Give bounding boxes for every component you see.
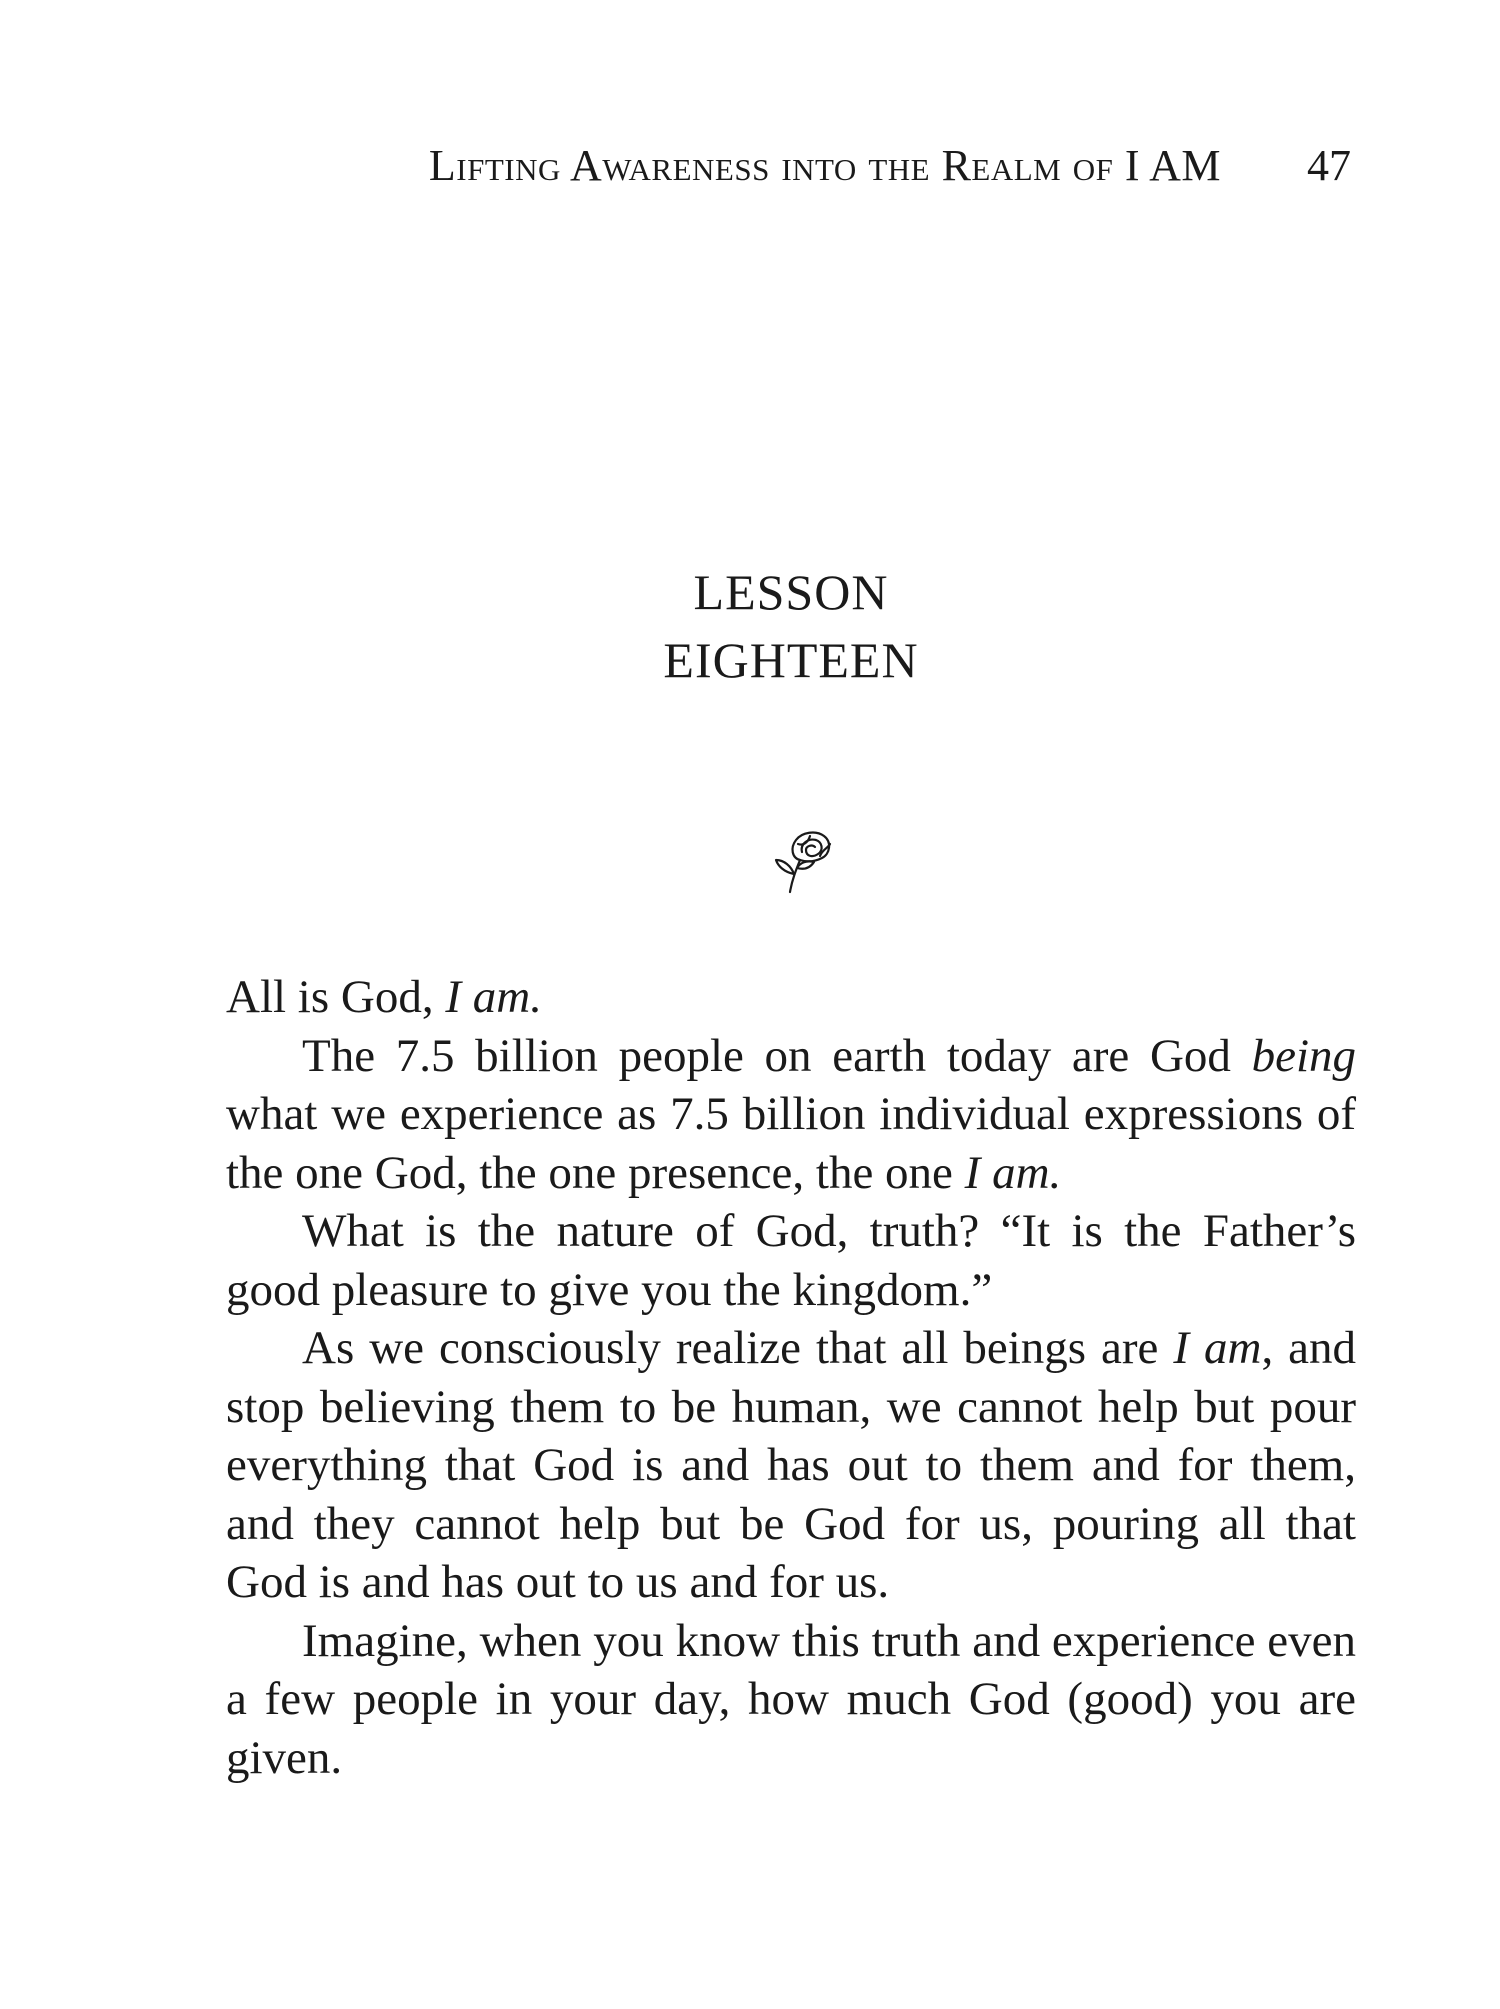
- text-segment: What is the nature of God, truth? “It is the Father’s good pleasure to give you the kingdom.”: [226, 1205, 1356, 1316]
- paragraph: [226, 1202, 1356, 1319]
- text-segment: All is God,: [226, 971, 446, 1023]
- lesson-title-line-1: LESSON: [693, 564, 889, 620]
- text-segment: , and stop believing them to be human, we cannot help but pour everything that God is and has out to them and for them, and they cannot help but be God for us, pouring all that God is and has out to us and for us.: [226, 1322, 1357, 1608]
- text-segment: Imagine, when you know this truth and experience even a few people in your day, how much God (good) you are given.: [226, 1614, 1356, 1784]
- italic-segment: I am.: [964, 1146, 1062, 1199]
- italic-segment: I am.: [445, 971, 542, 1023]
- text-segment: The 7.5 billion people on earth today are God: [302, 1029, 1252, 1082]
- text-segment: what we experience as 7.5 billion individual expressions of the one God, the one presence, the one: [226, 1088, 1356, 1199]
- paragraph: [226, 1319, 1356, 1612]
- paragraph: [226, 968, 1356, 1027]
- lesson-title-line-2: EIGHTEEN: [663, 632, 919, 688]
- page-header: [0, 140, 1351, 196]
- paragraph: [226, 1027, 1356, 1203]
- lesson-body: [226, 968, 1356, 1787]
- page-number: 47: [1307, 141, 1351, 190]
- lesson-title: [0, 558, 1500, 694]
- italic-segment: I am: [1173, 1322, 1262, 1374]
- italic-segment: being: [1251, 1029, 1356, 1082]
- running-head: Lifting Awareness into the Realm of I AM: [428, 141, 1221, 190]
- text-segment: As we consciously realize that all beings are: [302, 1322, 1174, 1374]
- rose-flower-icon: [770, 822, 836, 894]
- paragraph: [226, 1612, 1356, 1788]
